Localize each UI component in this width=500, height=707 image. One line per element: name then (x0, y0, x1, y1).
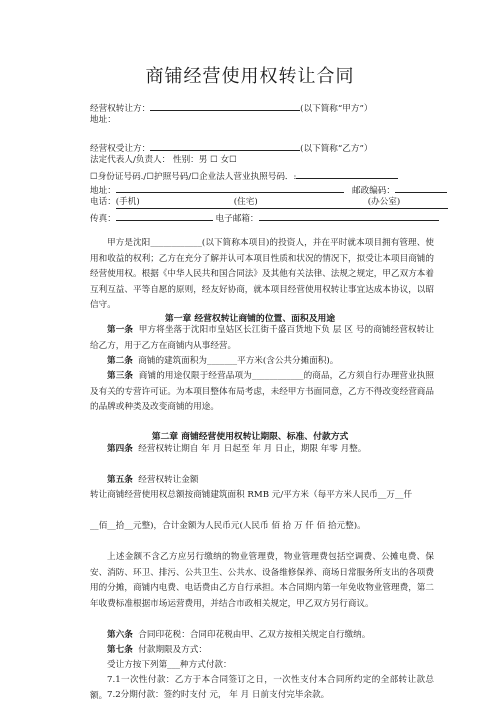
article-4 (90, 442, 434, 458)
article-3 (90, 369, 434, 416)
article-5-rate-text: 转让商铺经营使用权总额按商铺建筑面积 RMB 元/平方米（每平方米人民币__万__仟 (90, 490, 413, 500)
article-4-number: 第四条 (107, 444, 133, 454)
fax-blank[interactable] (116, 211, 213, 221)
party-b-id-label: ☐身份证号码./☐护照号码/☐企业法人营业执照号码．: (90, 172, 297, 182)
party-b-phone-line (90, 197, 448, 209)
article-2-number: 第二条 (107, 356, 133, 366)
party-b-id-blank[interactable] (296, 169, 398, 179)
page-title: 商铺经营使用权转让合同 (145, 66, 355, 87)
party-b-name-blank[interactable] (150, 141, 300, 151)
postcode-blank[interactable] (395, 183, 447, 193)
party-b-suffix: (以下简称“乙方”） (300, 144, 373, 154)
article-6 (90, 628, 434, 644)
article-2 (90, 354, 434, 370)
article-7-text: 付款期限及方式： (138, 645, 208, 655)
article-6-text: 合同印花税：合同印花税由甲、乙双方按相关规定自行缴纳。 (138, 630, 371, 640)
article-1-number: 第一条 (107, 325, 134, 335)
postcode-label: 邮政编码： (352, 186, 395, 196)
article-3-text: 商铺的用途仅限于经营品项为____________的商品，乙方须自行办理营业执照及有关的专营许可证。为本项目整体布局考虑，未经甲方书面同意，乙方不得改变经营商品的品牌或种类及改变商铺的用途。 (90, 371, 434, 412)
party-b-fax-line (90, 211, 439, 225)
party-a-line (90, 101, 372, 115)
party-b-address-line (90, 183, 447, 197)
article-7-number: 第七条 (107, 645, 133, 655)
phone-home-label: (住宅) (233, 197, 258, 207)
party-b-label: 经营权受让方： (90, 144, 151, 154)
article-2-text: 商铺的建筑面积为_______平方米(含公共分摊面积)。 (138, 356, 339, 366)
party-b-address-blank[interactable] (116, 183, 344, 193)
article-5-rate (90, 488, 434, 504)
chapter-2-heading: 第二章 商铺经营使用权转让期限、标准、付款方式 (151, 432, 349, 442)
fax-label: 传真： (90, 214, 116, 224)
party-b-representative: 法定代表人/负责人： 性别：男 ☐ 女☐ (90, 155, 237, 165)
article-7-option: 受让方按下列第___种方式付款： (107, 660, 232, 670)
chapter-1-heading: 第一章 经营权转让商铺的位置、面积及用途 (164, 314, 336, 324)
article-5-text: 经营权转让金额 (138, 475, 199, 485)
party-a-address: 地址： (90, 115, 116, 125)
article-5 (90, 473, 434, 489)
phone-blank[interactable] (116, 197, 448, 209)
party-a-name-blank[interactable] (150, 101, 300, 111)
article-7 (90, 643, 434, 659)
email-label: 电子邮箱： (215, 214, 259, 224)
article-1 (90, 323, 434, 354)
party-a-label: 经营权转让方： (90, 104, 151, 114)
article-5-fees: 上述金额不含乙方应另行缴纳的物业管理费，物业管理费包括空调费、公摊电费、保安、消防、环卫、排污、公共卫生、公共水、设备维修保养、商场日常服务所支出的各项费用的分摊，商铺内电费、电话费由乙方自行承担。本合同期内第一年免收物业管理费，第二年收费标准根据市场运营费用，并结合市政相关规定，甲乙双方另行商议。 (90, 552, 434, 609)
preamble-paragraph: 甲方是沈阳____________(以下简称本项目)的投资人，并在平时就本项目拥有管理、使用和收益的权利；乙方在充分了解并认可本项目性质和状况的情况下，拟受让本项目商铺的经营使用权。根据《中华人民共和国合同法》及其他有关法律、法规之规定，甲乙双方本着互利互益、平等自愿的原则，经友好协商，就本项目经营使用权转让事宜达成本协议，以昭信守。 (90, 238, 434, 310)
article-5-number: 第五条 (107, 475, 133, 485)
article-7-installment: 7.2分期付款：签约时支付 元， 年 月 日前支付完毕余款。 (107, 690, 330, 700)
article-4-text: 经营权转让期自 年 月 日起至 年 月 日止，期限 年零 月整。 (138, 444, 367, 454)
party-b-id-line (90, 169, 398, 183)
email-blank[interactable] (259, 211, 439, 221)
party-b-line (90, 141, 372, 155)
phone-office-label: (办公室) (367, 197, 401, 207)
phone-mobile-label: (手机) (115, 197, 140, 207)
article-6-number: 第六条 (107, 630, 133, 640)
party-b-address-label: 地址： (90, 186, 116, 196)
article-1-text: 甲方将坐落于沈阳市皇姑区长江街千盛百货地下负 层 区 号的商铺经营权转让给乙方，用于乙方在商铺内从事经营。 (90, 325, 434, 351)
article-7-lump-sum: 7.1一次性付款：乙方于本合同签订之日，一次性支付本合同所约定的全部转让款总额。 (90, 675, 434, 701)
party-a-suffix: (以下简称“甲方”） (300, 104, 373, 114)
phone-label: 电话： (90, 197, 116, 207)
article-5-total: __佰__拾__元整)，合计金额为人民币元(人民币 佰 拾 万 仟 佰 拾元整)。 (90, 521, 366, 531)
article-3-number: 第三条 (107, 371, 134, 381)
